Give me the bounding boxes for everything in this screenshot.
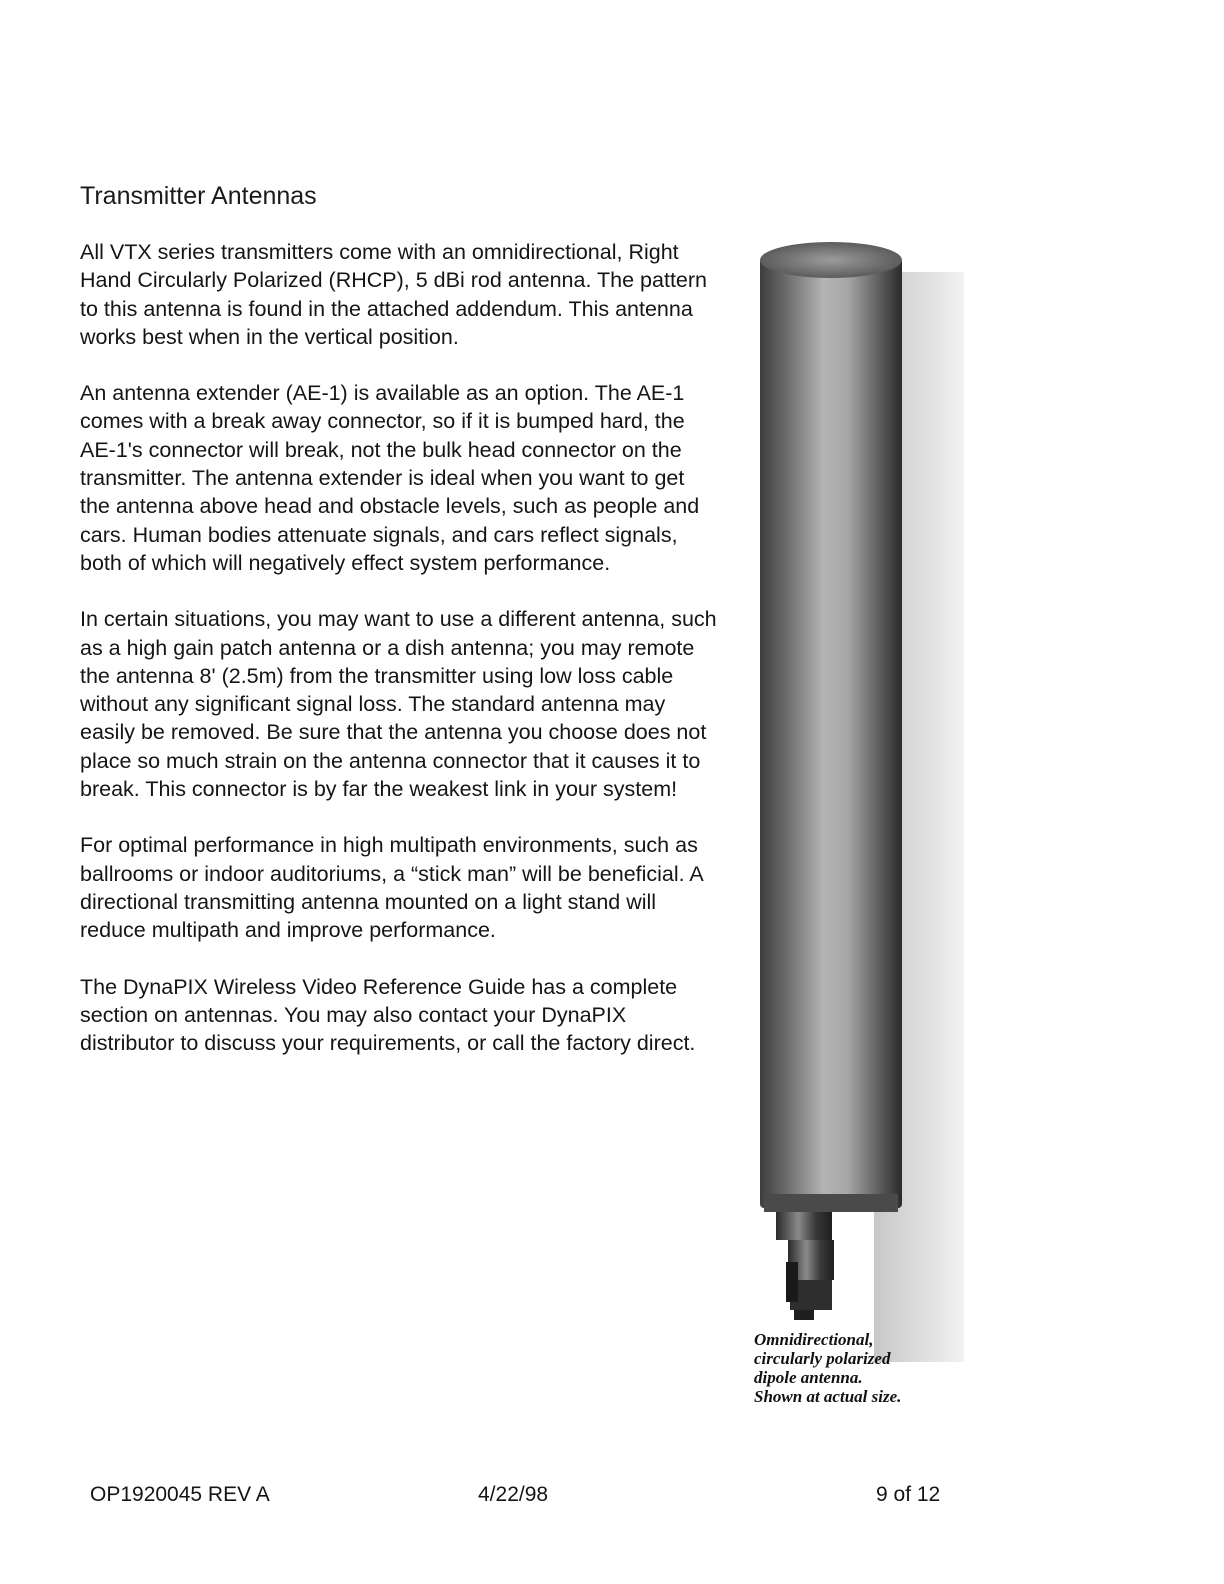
caption-line: Shown at actual size.	[754, 1387, 902, 1406]
caption-line: circularly polarized	[754, 1349, 891, 1368]
document-number: OP1920045 REV A	[90, 1483, 270, 1506]
paragraph: An antenna extender (AE-1) is available as an option. The AE-1 comes with a break away connector, so if it is bumped hard, the AE-1's connector will break, not the bulk head connector on the transmitter. The antenna extender is ideal when you want to get the antenna above head and obstacle levels, such as people and cars. Human bodies attenuate signals, and cars reflect signals, both of which will negatively effect system performance.	[80, 381, 700, 575]
antenna-photo	[724, 232, 969, 1442]
paragraph: All VTX series transmitters come with an omnidirectional, Right Hand Circularly Polarized (RHCP), 5 dBi rod antenna. The pattern to this antenna is found in the attached addendum. This antenna works best when in the vertical position.	[80, 240, 707, 349]
document-date: 4/22/98	[478, 1483, 549, 1506]
paragraph: For optimal performance in high multipath environments, such as ballrooms or indoor auditoriums, a “stick man” will be beneficial. A directional transmitting antenna mounted on a light stand will reduce multipath and improve performance.	[80, 833, 703, 943]
caption-line: dipole antenna.	[754, 1368, 863, 1387]
photo-caption	[754, 1330, 944, 1406]
paragraph: In certain situations, you may want to use a different antenna, such as a high gain patch antenna or a dish antenna; you may remote the antenna 8' (2.5m) from the transmitter using low loss cable without any significant signal loss. The standard antenna may easily be removed. Be sure that the antenna you choose does not place so much strain on the antenna connector that it causes it to break. This connector is by far the weakest link in your system!	[80, 607, 717, 802]
body-text	[80, 238, 720, 1085]
page-title: Transmitter Antennas	[80, 182, 317, 210]
page-number: 9 of 12	[876, 1483, 941, 1506]
paragraph: The DynaPIX Wireless Video Reference Guide has a complete section on antennas. You may also contact your DynaPIX distributor to discuss your requirements, or call the factory direct.	[80, 974, 696, 1056]
caption-line: Omnidirectional,	[754, 1330, 874, 1349]
